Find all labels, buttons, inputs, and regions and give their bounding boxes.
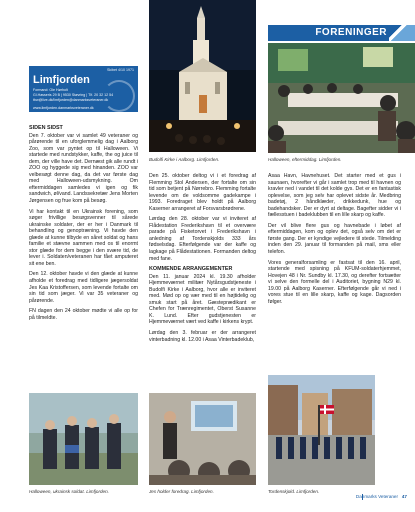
paragraph: Den 11. januar 2024 kl. 19.30 afholder Hjemmeværnet militær Nytårsgudstjeneste i Budolfi Kirke i Aalborg, hvor alle er inviteret med. Mød op og vær med til en højtidelig og smuk start på året. Gæsteprædikant er Chefen for Trænregimentet, Oberst Susanne K. Lund. Efter gudstjenesten er Hjemmeværnet vært ved kaffe i kirkens krypt. (149, 273, 256, 326)
paragraph: Lørdag den 28. oktober var vi inviteret af Flådestation Frederikshavn til et overvære parade på Fisketorvet i Frederikshavn i anledning af Tordenskjolds 333 års fødselsdag. Efterfølgende var der kaffe og lagkage på Flådestationen. Formanden deltog med fane. (149, 216, 256, 262)
info-website: www.limfjorden.danmarksveteraner.dk (33, 106, 94, 110)
magazine-name: Danmarks Veteraner (355, 494, 399, 499)
paragraph: FN dagen den 24 oktober mødte vi alle op for på tilmeldte. (29, 308, 138, 321)
paragraph: Lørdag den 3. februar er der arrangeret vinterbadning kl. 12.00 i Asaa Vinterbadeklub, (149, 330, 256, 343)
info-chairman: Formand: Ole Hørholt (33, 88, 68, 92)
info-founded: Skibet 4/10 1971 (107, 68, 134, 72)
paragraph: Vores generalforsamling er fastsat til den 16. april, startende med spisning på KFUM-soldaterhjemmet, Hovejen 48 i Nr. Sundby kl. 17.30, og derefter fortsætter vi selve den formelle del i Auditoriet, bygning N29 kl. 19.00 på Aalborg Kaserner. Efterfølgende går vi ned i vores stue til en lille skarp, kaffe og kage. Dagsorden følger. (268, 259, 401, 305)
paragraph: Den 25. oktober deltog vi i et foredrag af Flemming Stol Andersen, der fortalte om sin tid som betjent på Nørrebro. Flemming fortalte levende om de voldsomme gadekampe i 1993. Foredraget blev holdt på Aalborg Kaserner arrangeret af Forsvarsbrødrene. (149, 173, 256, 212)
header-stripe-decoration (389, 25, 415, 41)
info-address: Gl.Hasseris 29 B | 9530 Støvring | Tlf. 20 32 12 54 (33, 93, 114, 97)
caption-ukrainian: Halloween, ukrainsk soldat. Limfjorden. (29, 489, 109, 494)
paragraph: Der vil blive flere gus og havnebade i løbet af eftermiddagen, kom og oplev det, også selv om det er første gang. Der er kyndige vejledere til stede. Tilmelding inden den 29. januar til formanden på mail, sms eller telefon. (268, 222, 401, 256)
logo-swirl-icon (103, 80, 135, 112)
caption-church: Budolfi Kirke i Aalborg. Limfjorden. (149, 157, 220, 162)
heading-siden-sidst: SIDEN SIDST (29, 125, 63, 131)
page-footer (356, 494, 407, 499)
article-column-1 (29, 125, 138, 325)
article-column-3 (268, 173, 401, 309)
heading-kommende-arrangementer: KOMMENDE ARRANGEMENTER (149, 266, 233, 273)
association-info-box (29, 66, 138, 112)
caption-lecture: Jes holder foredrag. Limfjorden. (149, 489, 214, 494)
section-header-band (268, 25, 415, 41)
ukrainian-soldat-photo (29, 393, 138, 485)
caption-parade: Tordenskjold. Limfjorden. (268, 489, 320, 494)
article-column-2 (149, 173, 256, 347)
page-number: 47 (401, 494, 407, 499)
paragraph: Den 12. oktober havde vi den glæde at kunne afholde et foredrag med tidligere jægersoldat Jes Kaa Kristoffersen, som levende fortalte om sin tid som jæger. Vi var 35 veteraner og pårørende. (29, 271, 138, 304)
lecture-photo (149, 393, 256, 485)
church-photo (149, 0, 256, 152)
paragraph: Asaa Havn, Havnehuset. Det starter med et gus i saunaen, hvorefter vi går i samlet trop med til havnen og kravler ned i vandet til det kolde gys. Det er en fantastisk oplevelse, som jeg selv har oplevet sidste år. Medbring badetøj, 2 håndklæder, drikkedunk, hue og badehandsker. Der er dyrt at deltage. Bagefter sidder vi i fællesstuen i badeklubben til en lille skarp og kaffe. (268, 173, 401, 219)
info-email: tbw@live.dk/limfjorden@danmarksveteraner.dk (33, 98, 109, 102)
paragraph: Vi har kontakt til en Ukrainsk forening, som søger frivillige besøgsvenner til sårede ukrainske soldater, der er her i Danmark til behandling og genoptræning. Vi havde den glæde at kunne tilbyde en såret soldat og hans familie et stævne sammen med os til enormt stor glæde for dem begge i den svære tid, de lever i. Soldaten/veteranen har fået amputeret sit ene ben. (29, 208, 138, 267)
caption-halloween-dinner: Halloween, eftermiddag. Limfjorden. (268, 157, 342, 162)
halloween-dinner-photo (268, 43, 415, 153)
info-title: Limfjorden (33, 74, 90, 86)
tordenskjold-parade-photo (268, 375, 375, 485)
paragraph: Den 7. oktober var vi samlet 49 veteraner og pårørende til en uforglemmelig dag i Aalborg Zoo, som var pyntet op til Halloween. Vi startede med rundstykker, kaffe, the og juice til dem, der ville have det. Dernæst gik alle rundt i ZOO og hyggede sig med hinanden. ZOO var velbesøgt denne dag, da det var første dag med Halloween-udsmykning. Om eftermiddagen samledes vi igen og fik sandwich, øl/vand. Landssekretær Jens Morten Jørgensen og frue kom på besøg. (29, 132, 138, 205)
section-title: FORENINGER (315, 27, 387, 38)
